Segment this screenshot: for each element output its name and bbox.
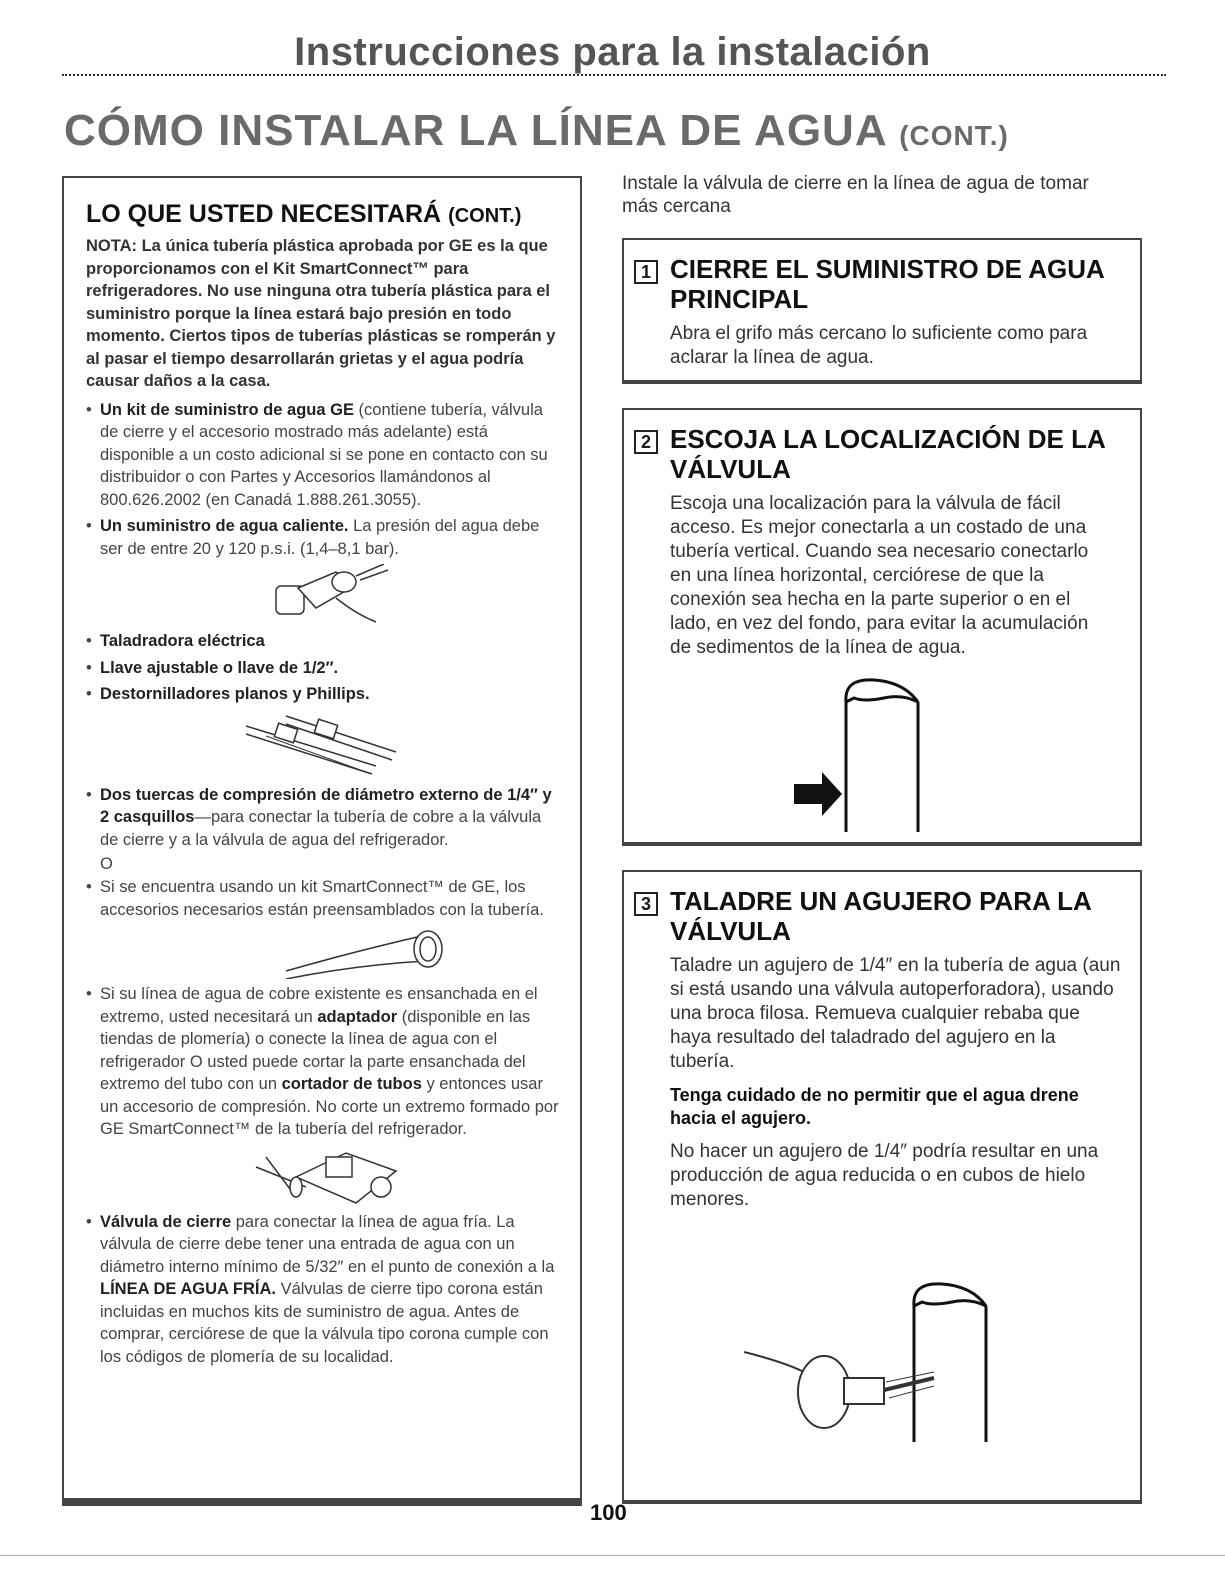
list-item: • Si su línea de agua de cobre existente es ensanchada en el extremo, usted necesitará un adaptador (disponible en las tiendas de plomería) o conecte la línea de agua con el refrigerador O usted puede cortar la parte ensanchada del extremo del tubo con un cortador de tubos y entonces usar un accesorio de compresión. No corte un extremo formado por GE SmartConnect™ de la tubería del refrigerador. bbox=[86, 985, 559, 1138]
intro-text: Instale la válvula de cierre en la línea de agua de tomar más cercana bbox=[622, 173, 1089, 217]
plastic-tubing-note: NOTA: La única tubería plástica aprobada por GE es la que proporcionamos con el Kit SmartConnect™ para refrigeradores. No use ninguna otra tubería plástica para el suministro porque la línea estará bajo presión en todo momento. Ciertos tipos de tuberías plásticas se romperán y al pasar el tiempo desarrollarán grietas y el agua podría causar daños a la casa. bbox=[86, 237, 556, 390]
requirements-box bbox=[62, 176, 582, 1506]
requirements-title bbox=[86, 200, 562, 229]
tubing-illustration bbox=[86, 925, 566, 979]
step-2-box bbox=[622, 408, 1142, 846]
list-item: • Si se encuentra usando un kit SmartConnect™ de GE, los accesorios necesarios están preensamblados con la tubería. bbox=[86, 878, 544, 919]
step-warning: Tenga cuidado de no permitir que el agua drene hacia el agujero. bbox=[670, 1085, 1079, 1128]
list-item: • Un kit de suministro de agua GE (contiene tubería, válvula de cierre y el accesorio mostrado más adelante) está disponible a un costo adicional si se pone en contacto con su distribuidor o con Partes y Accesorios llamándonos al 800.626.2002 (en Canadá 1.888.261.3055). bbox=[86, 400, 548, 509]
compression-nuts-illustration bbox=[86, 710, 566, 780]
step-title: TALADRE UN AGUJERO PARA LA VÁLVULA bbox=[670, 886, 1091, 946]
step-title: ESCOJA LA LOCALIZACIÓN DE LA VÁLVULA bbox=[670, 424, 1105, 484]
list-item: • Destornilladores planos y Phillips. bbox=[86, 685, 370, 703]
step-paragraph: No hacer un agujero de 1/4″ podría resultar en una producción de agua reducida o en cubos de hielo menores. bbox=[670, 1141, 1099, 1210]
step-number: 3 bbox=[634, 892, 658, 916]
drill-illustration bbox=[86, 564, 566, 626]
list-item: • Taladradora eléctrica bbox=[86, 632, 265, 650]
step-body: Abra el grifo más cercano lo suficiente como para aclarar la línea de agua. bbox=[670, 323, 1088, 368]
requirements-title-text: LO QUE USTED NECESITARÁ bbox=[86, 200, 442, 228]
section-title bbox=[64, 106, 1009, 156]
shutoff-valve-illustration bbox=[86, 1145, 566, 1207]
step-1-box bbox=[622, 238, 1142, 384]
section-title-cont: (CONT.) bbox=[899, 120, 1009, 151]
step-number: 1 bbox=[634, 260, 658, 284]
list-item: • Llave ajustable o llave de 1/2″. bbox=[86, 658, 339, 677]
step-paragraph: Taladre un agujero de 1/4″ en la tubería de agua (aun si está usando una válvula autoperforadora), usando una broca filosa. Remueva cualquier rebaba que haya resultado del taladrado del agujero en la tubería. bbox=[670, 955, 1121, 1072]
vertical-pipe-illustration bbox=[794, 672, 954, 832]
section-title-text: CÓMO INSTALAR LA LÍNEA DE AGUA bbox=[64, 106, 886, 155]
requirements-title-cont: (CONT.) bbox=[448, 205, 522, 227]
step-body bbox=[670, 954, 1122, 1212]
or-label: O bbox=[100, 855, 113, 873]
footer-divider bbox=[0, 1555, 1225, 1556]
page-header-title: Instrucciones para la instalación bbox=[294, 30, 931, 74]
list-item: • Dos tuercas de compresión de diámetro externo de 1/4″ y 2 casquillos—para conectar la tubería de cobre a la válvula de cierre y a la válvula de agua del refrigerador. bbox=[86, 785, 552, 849]
header-divider bbox=[62, 74, 1166, 76]
step-3-box bbox=[622, 870, 1142, 1504]
step-title: CIERRE EL SUMINISTRO DE AGUA PRINCIPAL bbox=[670, 254, 1104, 314]
drill-pipe-illustration bbox=[744, 1282, 1044, 1452]
step-number: 2 bbox=[634, 430, 658, 454]
page-number: 100 bbox=[590, 1500, 627, 1525]
list-item: • Un suministro de agua caliente. La presión del agua debe ser de entre 20 y 120 p.s.i. (1,4–8,1 bar). bbox=[86, 517, 540, 558]
list-item: • Válvula de cierre para conectar la línea de agua fría. La válvula de cierre debe tener una entrada de agua con un diámetro interno mínimo de 5/32″ en el punto de conexión a la LÍNEA DE AGUA FRÍA. Válvulas de cierre tipo corona están incluidas en muchos kits de suministro de agua. Antes de comprar, cerciórese de que la válvula tipo corona cumple con los códigos de plomería de su localidad. bbox=[86, 1212, 555, 1366]
step-body: Escoja una localización para la válvula de fácil acceso. Es mejor conectarla a un costado de una tubería vertical. Cuando sea necesario conectarlo en una línea horizontal, cerciórese de que la conexión sea hecha en la parte superior o en el lado, en vez del fondo, para evitar la acumulación de sedimentos de la línea de agua. bbox=[670, 493, 1089, 658]
